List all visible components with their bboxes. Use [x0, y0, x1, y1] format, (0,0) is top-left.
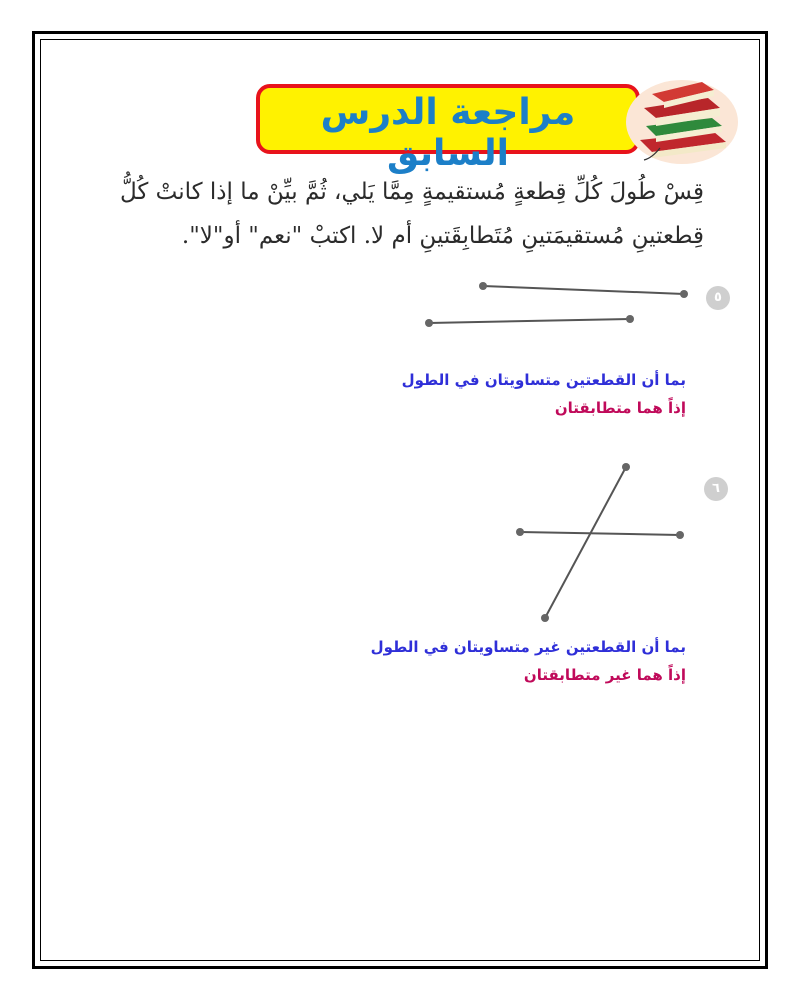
segment-6-horizontal-endpoint-right — [676, 531, 684, 539]
question-5-segments — [425, 282, 688, 327]
answer-6-reason: بما أن القطعتين غير متساويتان في الطول — [370, 638, 686, 656]
segment-5b-endpoint-right — [626, 315, 634, 323]
segment-6-horizontal — [520, 532, 680, 535]
segment-5a-endpoint-right — [680, 290, 688, 298]
instruction-line-1: قِسْ طُولَ كُلِّ قِطعةٍ مُستقيمةٍ مِمَّا يَلي، ثُمَّ بيِّنْ ما إذا كانتْ كُلُّ — [119, 179, 704, 205]
answer-question-5 — [266, 366, 686, 422]
segment-6-diagonal — [545, 467, 626, 618]
question-number-5: ٥ — [706, 286, 730, 310]
answer-6-result: إذاً هما غير متطابقتان — [523, 666, 686, 684]
segment-6-diagonal-endpoint-bottom — [541, 614, 549, 622]
instruction-line-2: قِطعتينِ مُستقيمَتينِ مُتَطابِقَتينِ أم لا. اكتبْ "نعم" أو"لا". — [181, 223, 704, 249]
answer-5-reason: بما أن القطعتين متساويتان في الطول — [401, 371, 686, 389]
question-6-segments — [516, 463, 684, 622]
segment-6-horizontal-endpoint-left — [516, 528, 524, 536]
segment-5b-endpoint-left — [425, 319, 433, 327]
segment-5b — [429, 319, 630, 323]
segment-5a-endpoint-left — [479, 282, 487, 290]
banner-title: مراجعة الدرس السابق — [320, 92, 576, 174]
question-number-6: ٦ — [704, 477, 728, 501]
answer-5-result: إذاً هما متطابقتان — [554, 399, 686, 417]
segment-6-diagonal-endpoint-top — [622, 463, 630, 471]
segment-5a — [483, 286, 684, 294]
answer-question-6 — [246, 633, 686, 689]
